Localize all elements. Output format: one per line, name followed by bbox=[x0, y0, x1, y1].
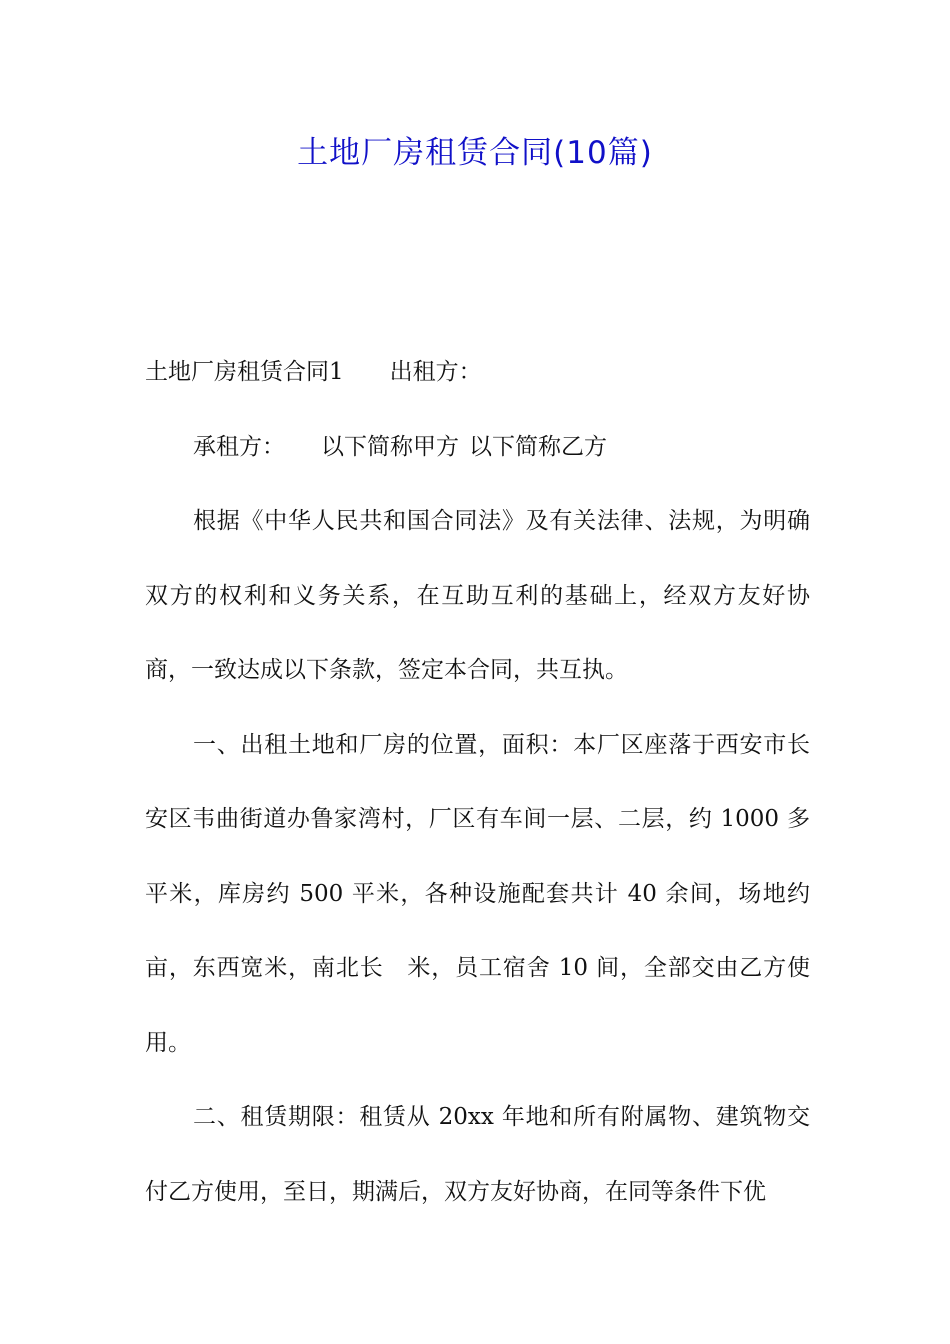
parties-line bbox=[145, 410, 810, 485]
contract-title: 土地厂房租赁合同1 bbox=[145, 359, 344, 385]
lessee-label: 承租方： bbox=[193, 433, 285, 460]
paragraph-clause-1: 一、出租土地和厂房的位置，面积：本厂区座落于西安市长安区韦曲街道办鲁家湾村，厂区有车间一层、二层，约 1000 多平米，库房约 500 平米，各种设施配套共计 40 余间，场地约亩，东西宽米，南北长 米，员工宿舍 10 间，全部交由乙方使用。 bbox=[145, 731, 810, 1056]
party-b-text: 以下简称乙方 bbox=[469, 433, 607, 460]
paragraph-preamble: 根据《中华人民共和国合同法》及有关法律、法规，为明确双方的权利和义务关系，在互助互利的基础上，经双方友好协商，一致达成以下条款，签定本合同，共互执。 bbox=[145, 508, 810, 683]
party-a-text: 以下简称甲方 bbox=[321, 433, 459, 460]
lessor-label: 出租方： bbox=[389, 359, 482, 385]
document-title: 土地厂房租赁合同(10篇) bbox=[297, 135, 653, 171]
contract-heading-line bbox=[145, 335, 810, 410]
document-body bbox=[145, 335, 810, 1229]
paragraph-clause-2: 二、租赁期限：租赁从 20xx 年地和所有附属物、建筑物交付乙方使用，至日，期满后，双方友好协商，在同等条件下优 bbox=[145, 1104, 810, 1205]
